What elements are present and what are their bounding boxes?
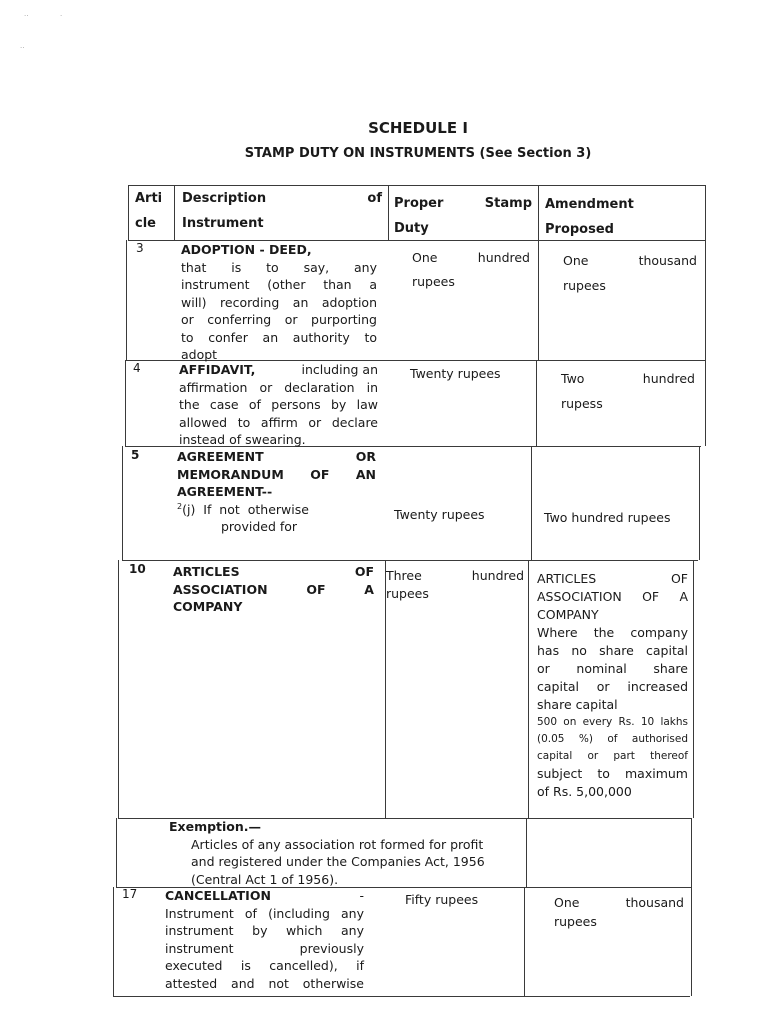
article-number: 5 <box>131 448 140 462</box>
article-number: 4 <box>133 361 141 375</box>
header-article-line: cle <box>135 216 156 231</box>
header-description-line <box>182 186 382 211</box>
description-line: attested and not otherwise <box>165 975 364 991</box>
article-description <box>177 448 376 536</box>
scan-speck: ·· <box>20 44 25 52</box>
header-duty-line: Duty <box>394 221 429 236</box>
description-line: instrument by which any <box>165 923 364 938</box>
table-rule <box>531 446 532 560</box>
table-rule <box>538 185 539 360</box>
amendment-line: One thousand <box>563 253 697 268</box>
table-rule <box>691 818 692 996</box>
schedule-title: SCHEDULE I <box>368 119 468 137</box>
duty-line: One hundred <box>412 250 530 265</box>
header-description-word: of <box>367 191 382 206</box>
amendment-line: capital or increased <box>537 679 688 694</box>
header-duty-word: Proper <box>394 196 444 211</box>
header-amendment-line: Proposed <box>545 222 614 237</box>
amendment-line-small: capital or part thereof <box>537 750 688 762</box>
article-title: AGREEMENT OR <box>177 449 376 464</box>
article-description <box>165 887 364 992</box>
description-line: adopt <box>181 347 218 362</box>
article-title: ARTICLES OF <box>173 564 374 579</box>
table-rule <box>526 818 527 887</box>
proper-stamp-duty <box>386 567 524 602</box>
amendment-line: subject to maximum <box>537 766 688 781</box>
article-description <box>173 563 374 616</box>
article-number: 3 <box>136 241 144 255</box>
amendment-line: of Rs. 5,00,000 <box>537 784 632 799</box>
scan-speck: ·· <box>24 12 29 20</box>
duty-line: rupees <box>386 585 429 601</box>
table-rule <box>116 818 117 887</box>
table-rule <box>122 560 698 561</box>
header-description-line: Instrument <box>182 216 264 231</box>
table-rule <box>705 185 706 446</box>
article-description <box>181 241 377 364</box>
amendment-line: rupess <box>561 396 603 411</box>
sub-clause-text: provided for <box>221 519 298 534</box>
amendment-line: Where the company <box>537 625 688 640</box>
description-line: that is to say, any <box>181 259 377 275</box>
header-duty-word: Stamp <box>484 196 532 211</box>
table-rule <box>113 996 690 997</box>
description-line: or conferring or purporting <box>181 312 377 327</box>
article-title: COMPANY <box>173 599 243 614</box>
amendment-proposed: Two hundred rupees <box>544 510 671 525</box>
table-rule <box>174 185 175 241</box>
article-title-line <box>165 887 364 905</box>
amendment-line: share capital <box>537 697 618 712</box>
table-rule <box>699 446 700 560</box>
header-duty <box>394 191 532 241</box>
table-rule <box>118 560 119 818</box>
amendment-line: rupees <box>563 278 606 293</box>
article-description <box>179 361 378 449</box>
footnote-marker: 2 <box>177 501 183 511</box>
header-amendment-line: Amendment <box>545 197 634 212</box>
amendment-line: ASSOCIATION OF A <box>537 589 688 604</box>
article-title-tail: including an <box>301 362 378 377</box>
duty-line: rupees <box>412 274 455 289</box>
description-line: allowed to affirm or declare <box>179 414 378 430</box>
article-title: AGREEMENT-- <box>177 484 273 499</box>
proper-stamp-duty: Twenty rupees <box>410 366 501 381</box>
exemption-block <box>169 818 524 888</box>
header-duty-line <box>394 191 532 216</box>
amendment-line-small: (0.05 %) of authorised <box>537 733 688 745</box>
schedule-subtitle: STAMP DUTY ON INSTRUMENTS (See Section 3) <box>244 146 592 161</box>
article-title-tail: - <box>359 888 364 903</box>
header-amendment <box>545 192 695 242</box>
amendment-line: Two hundred <box>561 371 695 386</box>
amendment-proposed <box>554 893 684 931</box>
table-rule <box>388 185 389 241</box>
table-rule <box>536 360 537 446</box>
article-title-line <box>179 361 378 379</box>
description-line: the case of persons by law <box>179 397 378 412</box>
amendment-line-small: 500 on every Rs. 10 lakhs <box>537 716 688 728</box>
duty-line: Three hundred <box>386 568 524 583</box>
header-description-word: Description <box>182 191 267 206</box>
article-number: 10 <box>129 562 146 576</box>
header-description <box>182 186 382 236</box>
table-rule <box>524 887 525 996</box>
table-rule <box>125 360 126 446</box>
exemption-line: (Central Act 1 of 1956). <box>191 871 339 887</box>
table-rule <box>693 560 694 818</box>
description-line: affirmation or declaration in <box>179 379 378 395</box>
amendment-line: One thousand <box>554 895 684 910</box>
amendment-line: has no share capital <box>537 643 688 658</box>
amendment-line: COMPANY <box>537 607 599 622</box>
article-title: ADOPTION - DEED, <box>181 242 312 257</box>
sub-clause <box>177 501 376 519</box>
amendment-line: ARTICLES OF <box>537 571 688 586</box>
amendment-proposed <box>537 570 688 801</box>
table-rule <box>126 240 127 360</box>
description-line: Instrument of (including any <box>165 905 364 921</box>
table-rule <box>528 560 529 818</box>
article-title: ASSOCIATION OF A <box>173 581 374 597</box>
table-rule <box>122 446 123 560</box>
proper-stamp-duty <box>412 246 530 294</box>
table-rule <box>113 887 114 996</box>
description-line: instrument (other than a <box>181 277 377 292</box>
table-rule <box>128 185 129 241</box>
sub-clause-text: (j) If not otherwise <box>182 501 309 517</box>
amendment-line: or nominal share <box>537 661 688 676</box>
proper-stamp-duty: Twenty rupees <box>394 507 485 522</box>
article-title: MEMORANDUM OF AN <box>177 466 376 482</box>
amendment-proposed <box>561 366 695 416</box>
description-line: instrument previously <box>165 940 364 956</box>
exemption-line: Articles of any association rot formed for profit <box>191 836 484 852</box>
description-line: to confer an authority to <box>181 329 377 345</box>
header-article <box>135 186 171 236</box>
description-line: instead of swearing. <box>179 432 306 447</box>
description-line: executed is cancelled), if <box>165 958 364 973</box>
article-title: CANCELLATION <box>165 888 271 903</box>
amendment-line: rupees <box>554 914 597 929</box>
exemption-line: and registered under the Companies Act, 1956 <box>191 854 485 869</box>
article-number: 17 <box>122 887 138 901</box>
description-line: will) recording an adoption <box>181 294 377 310</box>
exemption-title: Exemption.— <box>169 819 262 834</box>
article-title: AFFIDAVIT, <box>179 362 256 377</box>
proper-stamp-duty: Fifty rupees <box>405 892 479 907</box>
scan-speck: · <box>60 12 63 20</box>
amendment-proposed <box>563 248 697 298</box>
header-article-line: Arti <box>135 191 163 206</box>
